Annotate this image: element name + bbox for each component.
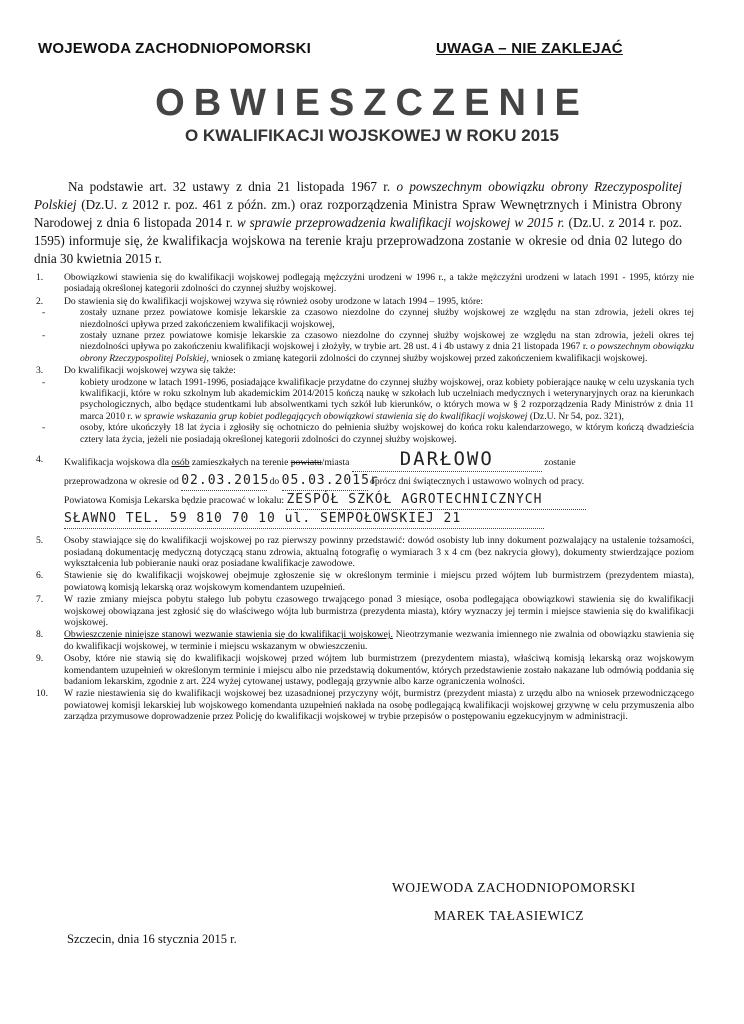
venue-handwritten: ZESPÓŁ SZKÓŁ AGROTECHNICZNYCH: [286, 492, 543, 508]
list-item-1: 1. Obowiązkowi stawienia się do kwalifikacji wojskowej podlegają mężczyźni urodzeni w 1996 r., a także mężczyźni urodzeni w latach 1991 - 1995, którzy nie posiadają określonej kategorii zdolności do czynnej służby wojskowej.: [36, 272, 694, 295]
intro-regulation-title: w sprawie przeprowadzenia kwalifikacji wojskowej w 2015 r.: [236, 215, 565, 230]
date-from-handwritten: 02.03.2015: [181, 473, 270, 489]
item-3-sub-b: - osoby, które ukończyły 18 lat życia i zgłosiły się ochotniczo do pełnienia służby wojskowej do końca roku kalendarzowego, w którym kończą dwadzieścia cztery lata życia, jeżeli nie posiadają określonej kategorii zdolności do czynnej służby wojskowej.: [64, 422, 694, 445]
intro-text-3: (Dz.U. z 2014 r. poz. 1595) informuje się, że kwalifikacja wojskowa na terenie kraju przeprowadzona zostanie w okresie od dnia 02 lutego do dnia 30 kwietnia 2015 r.: [34, 215, 683, 266]
signature-name: MAREK TAŁASIEWICZ: [434, 908, 585, 923]
list-item-9: 9. Osoby, które nie stawią się do kwalifikacji wojskowej przed wójtem lub burmistrzem (prezydentem miasta), właściwą komisją lekarską oraz wojskowym komendantem uzupełnień w określonym terminie i miejscu albo nie przedstawią dokumentów, których przedstawienie zostało nakazane lub odmówią poddania się badaniom lekarskim, zgodnie z art. 224 wyżej cytowanej ustawy, podlegają grzywnie albo karze ograniczenia wolności.: [36, 653, 694, 687]
place-handwritten: DARŁOWO: [399, 448, 494, 471]
item-2-text: Do stawienia się do kwalifikacji wojskowej wzywa się również osoby urodzone w latach 1994 – 1995, które:: [64, 295, 484, 307]
item-1-text: Obowiązkowi stawienia się do kwalifikacji wojskowej podlegają mężczyźni urodzeni w 1996 r., a także mężczyźni urodzeni w latach 1991 - 1995, którzy nie posiadają określonej kategorii zdolności do czynnej służby wojskowej.: [64, 272, 694, 295]
intro-text-2: (Dz.U. z 2012 r. poz. 461 z późn. zm.) oraz rozporządzenia Ministra Spraw Wewnętrznych i Ministra Obrony Narodowej z dnia 6 listopada 2014 r.: [34, 197, 682, 230]
item-2-sub-b: - zostały uznane przez powiatowe komisje lekarskie za czasowo niezdolne do czynnej służby wojskowej ze względu na stan zdrowia, jeżeli okres tej niezdolności upływa po zakończeniu kwalifikacji wojskowej i złożyły, w trybie art. 28 ust. 4 i 4b ustawy z dnia 21 listopada 1967 r. o powszechnym obowiązku obrony Rzeczypospolitej Polskiej, wniosek o zmianę kategorii zdolności do czynnej służby wojskowej przed zakończeniem kwalifikacji wojskowej.: [64, 330, 694, 364]
notice-items: [34, 272, 694, 724]
address-handwritten: SŁAWNO TEL. 59 810 70 10 ul. SEMPOŁOWSKIEJ 21: [64, 511, 462, 527]
list-item-5: 5. Osoby stawiające się do kwalifikacji wojskowej po raz pierwszy powinny przedstawić: dowód osobisty lub inny dokument pozwalający na ustalenie tożsamości, posiadaną dokumentację medyczną dotyczącą stanu zdrowia, aktualną fotografię o wymiarach 3 x 4 cm (bez nakrycia głowy), dokumenty stwierdzające poziom wykształcenia lub pobieranie nauki oraz posiadane kwalifikacje zawodowe.: [36, 535, 694, 569]
list-item-10: 10. W razie niestawienia się do kwalifikacji wojskowej bez uzasadnionej przyczyny wójt, burmistrz (prezydent miasta) z urzędu albo na wniosek przewodniczącego powiatowej komisji lekarskiej lub wojskowego komendanta uzupełnień nakłada na osobę podlegającą kwalifikacji wojskowej grzywnę w celu przymuszenia albo zarządza przymusowe doprowadzenie przez Policję do kwalifikacji wojskowej w trybie przepisów o postępowaniu egzekucyjnym w administracji.: [36, 688, 694, 723]
list-item-2: 2. Do stawienia się do kwalifikacji wojskowej wzywa się również osoby urodzone w latach 1994 – 1995, które: - zostały uznane przez powiatowe komisje lekarskie za czasowo niezdolne do czynnej służby wojskowej ze względu na stan zdrowia, jeżeli okres tej niezdolności upływa przed zakończeniem kwalifikacji wojskowej, - zostały uznane przez powiatowe komisje lekarskie za czasowo niezdolne do czynnej służby wojskowej ze względu na stan zdrowia, jeżeli okres tej niezdolności upływa po zakończeniu kwalifikacji wojskowej i złożyły, w trybie art. 28 ust. 4 i 4b ustawy z dnia 21 listopada 1967 r. o powszechnym obowiązku obrony Rzeczypospolitej Polskiej, wniosek o zmianę kategorii zdolności do czynnej służby wojskowej przed zakończeniem kwalifikacji wojskowej.: [34, 296, 694, 364]
list-item-6: 6. Stawienie się do kwalifikacji wojskowej obejmuje zgłoszenie się w określonym terminie i miejscu przed wójtem lub burmistrzem (prezydentem miasta), powiatową komisją lekarską oraz wojskowym komendantem uzupełnień.: [36, 570, 694, 593]
issuer-header: WOJEWODA ZACHODNIOPOMORSKI: [38, 40, 311, 57]
intro-text-1: Na podstawie art. 32 ustawy z dnia 21 listopada 1967 r.: [68, 179, 391, 194]
list-item-3: 3. Do kwalifikacji wojskowej wzywa się także: - kobiety urodzone w latach 1991-1996, posiadające kwalifikacje przydatne do czynnej służby wojskowej, oraz kobiety pobierające naukę w celu uzyskania tych kwalifikacji, które w roku szkolnym lub akademickim 2014/2015 kończą naukę w szkołach lub uczelniach medycznych i weterynaryjnych oraz na kierunkach psychologicznych, albo będące studentkami lub absolwentkami tych szkół lub kierunków, o których mowa w § 2 rozporządzenia Rady Ministrów z dnia 11 marca 2010 r. w sprawie wskazania grup kobiet podlegających obowiązkowi stawienia się do kwalifikacji wojskowej (Dz.U. Nr 54, poz. 321), - osoby, które ukończyły 18 lat życia i zgłosiły się ochotniczo do pełnienia służby wojskowej do końca roku kalendarzowego, w którym kończą dwadzieścia cztery lata życia, jeżeli nie posiadają określonej kategorii zdolności do czynnej służby wojskowej.: [34, 365, 694, 445]
signature-office: WOJEWODA ZACHODNIOPOMORSKI: [392, 880, 636, 895]
item-3-text: Do kwalifikacji wojskowej wzywa się także:: [64, 365, 236, 377]
item-2-sub-a: - zostały uznane przez powiatowe komisje lekarskie za czasowo niezdolne do czynnej służby wojskowej ze względu na stan zdrowia, jeżeli okres tej niezdolności upływa przed zakończeniem kwalifikacji wojskowej,: [64, 307, 694, 330]
list-item-8: 8. Obwieszczenie niniejsze stanowi wezwanie stawienia się do kwalifikacji wojskowej. Nieotrzymanie wezwania imiennego nie zwalnia od obowiązku stawienia się do kwalifikacji wojskowej, w terminie i miejscu wskazanym w obwieszczeniu.: [36, 629, 694, 652]
place-and-date: Szczecin, dnia 16 stycznia 2015 r.: [67, 932, 237, 946]
item-3-sub-a: - kobiety urodzone w latach 1991-1996, posiadające kwalifikacje przydatne do czynnej służby wojskowej, oraz kobiety pobierające naukę w celu uzyskania tych kwalifikacji, które w roku szkolnym lub akademickim 2014/2015 kończą naukę w szkołach lub uczelniach medycznych i weterynaryjnych oraz na kierunkach psychologicznych, albo będące studentkami lub absolwentkami tych szkół lub kierunków, o których mowa w § 2 rozporządzenia Rady Ministrów z dnia 11 marca 2010 r. w sprawie wskazania grup kobiet podlegających obowiązkowi stawienia się do kwalifikacji wojskowej (Dz.U. Nr 54, poz. 321),: [64, 377, 694, 423]
list-item-4: 4. Kwalifikacja wojskowa dla osób zamieszkałych na terenie powiatu/miasta DARŁOWO zostanie przeprowadzona w okresie od 02.03.2015 do 05.03.2015r oprócz dni świątecznych i ustawowo wolnych od pracy. Powiatowa Komisja Lekarska będzie pracować w lokalu: ZESPÓŁ SZKÓŁ AGROTECHNICZNYCH SŁAWNO TEL. 59 810 70 10 ul. SEMPOŁOWSKIEJ 21: [34, 451, 694, 529]
warning-header: UWAGA – NIE ZAKLEJAĆ: [436, 40, 623, 57]
intro-paragraph: [34, 178, 682, 268]
document-subtitle: O KWALIFIKACJI WOJSKOWEJ W ROKU 2015: [184, 126, 560, 145]
date-to-handwritten: 05.03.2015r: [281, 473, 379, 489]
intro-act-title: o powszechnym obowiązku obrony Rzeczypospolitej Polskiej: [34, 179, 682, 212]
list-item-7: 7. W razie zmiany miejsca pobytu stałego lub pobytu czasowego trwającego ponad 3 miesiące, osoba podlegająca obowiązkowi stawienia się do kwalifikacji wojskowej obowiązana jest zgłosić się do właściwego wójta lub burmistrza (prezydenta miasta), który wyznaczy jej termin i miejsce stawienia się do kwalifikacji wojskowej.: [36, 594, 694, 628]
document-title: OBWIESZCZENIE: [155, 82, 589, 124]
